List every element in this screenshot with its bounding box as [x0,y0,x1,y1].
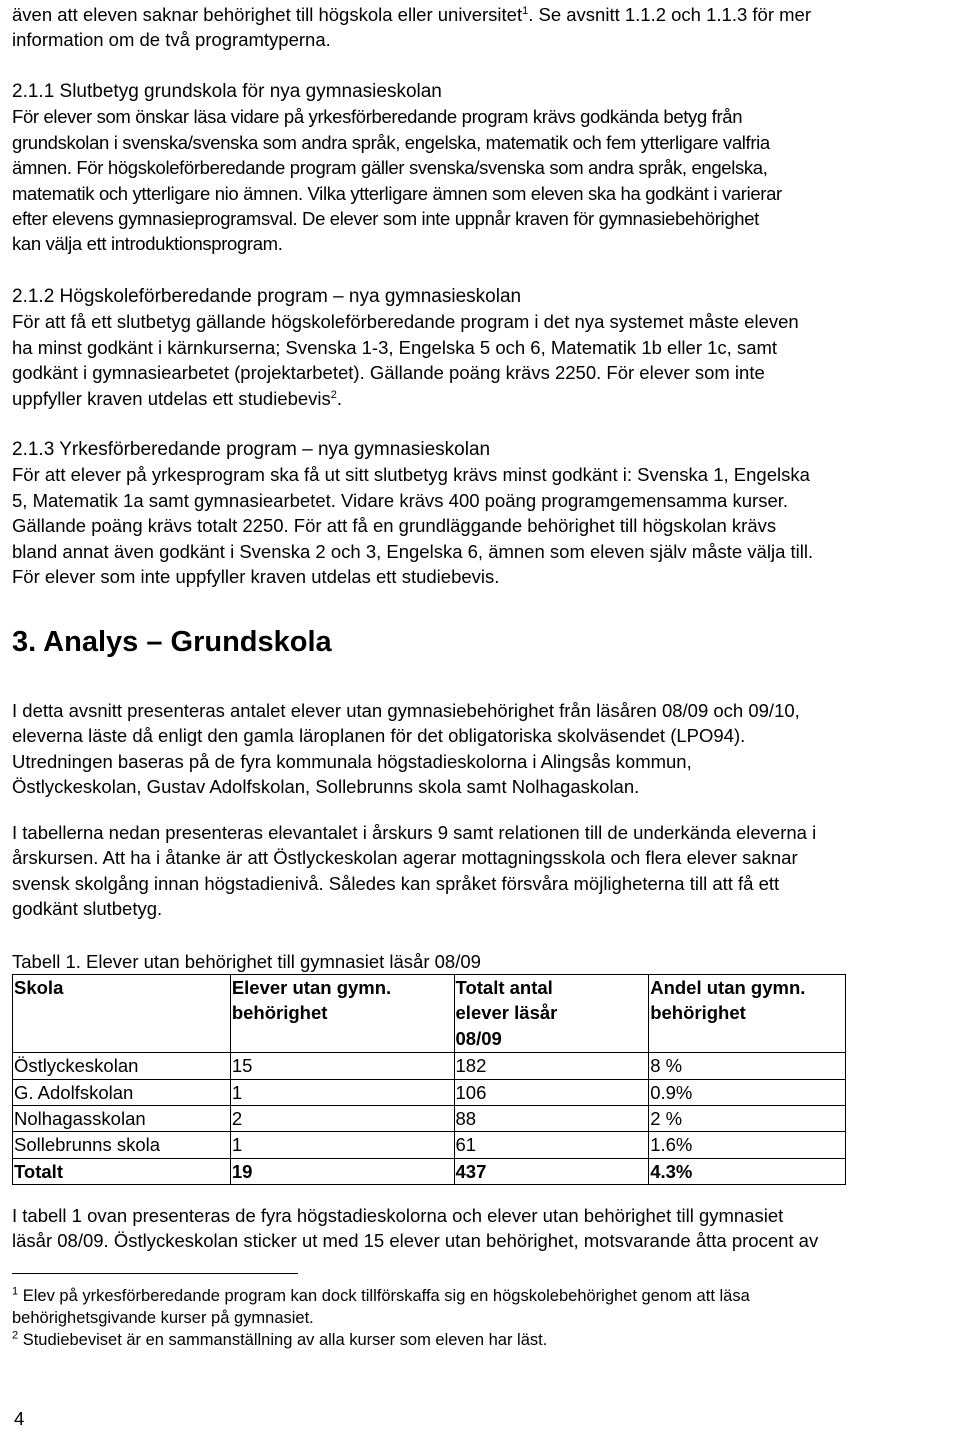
table-cell: 182 [454,1053,649,1079]
footnote-text: Studiebeviset är en sammanställning av alla kurser som eleven har läst. [22,1331,548,1349]
table-header-cell: Skola [13,975,231,1053]
table-header-row [13,975,846,1053]
section-2-1-3-line: 5, Matematik 1a samt gymnasiearbetet. Vidare krävs 400 poäng programgemensamma kurser. [12,489,789,511]
footnote-1 [12,1284,750,1308]
table-cell: 2 [230,1106,454,1132]
intro-line-2: information om de två programtyperna. [12,29,331,51]
paragraph-line: I tabellerna nedan presenteras elevantalet i årskurs 9 samt relationen till de underkända eleverna i [12,822,817,843]
footnote-1-continued: behörighetsgivande kurser på gymnasiet. [12,1309,314,1327]
section-2-1-1-line: efter elevens gymnasieprogramsval. De elever som inte uppnår kraven för gymnasiebehörighet [12,208,759,230]
table-header-cell: Elever utan gymn. behörighet [230,975,454,1053]
section-2-1-2-line: För att få ett slutbetyg gällande högskoleförberedande program i det nya systemet måste eleven [12,311,799,333]
section-3-paragraph-2 [12,820,816,922]
section-2-1-2-last-tail: . [336,387,343,409]
paragraph-line: eleverna läste då enligt den gamla läroplanen för det obligatoriska skolväsendet (LPO94). [12,725,746,747]
table-cell: 8 % [649,1053,846,1079]
table-cell: G. Adolfskolan [13,1079,231,1105]
table-cell: 0.9% [649,1079,846,1105]
paragraph-line: Östlyckeskolan, Gustav Adolfskolan, Sollebrunns skola samt Nolhagaskolan. [12,776,640,798]
footnote-text: Elev på yrkesförberedande program kan dock tillförskaffa sig en högskolebehörighet genom att läsa [22,1287,750,1305]
table-1 [12,974,846,1185]
section-2-1-1 [12,79,782,257]
table-cell: 1 [230,1079,454,1105]
paragraph-line: godkänt slutbetyg. [12,898,163,920]
table-row [13,1106,846,1132]
section-2-1-1-line: För elever som önskar läsa vidare på yrkesförberedande program krävs godkända betyg från [12,106,743,128]
section-2-1-1-line: matematik och ytterligare nio ämnen. Vilka ytterligare ämnen som eleven ska ha godkänt i varierar [12,182,782,204]
section-heading-3: 3. Analys – Grundskola [12,626,332,658]
table-row [13,1132,846,1158]
section-3 [12,625,332,659]
section-2-1-2-last-line: uppfyller kraven utdelas ett studiebevis [12,387,331,409]
table-cell: Nolhagasskolan [13,1106,231,1132]
paragraph-line: I tabell 1 ovan presenteras de fyra högstadieskolorna och elever utan behörighet till gymnasiet [12,1205,784,1226]
table-cell: 61 [454,1132,649,1158]
table-caption: Tabell 1. Elever utan behörighet till gymnasiet läsår 08/09 [12,951,481,972]
section-2-1-2 [12,284,799,411]
paragraph-line: läsår 08/09. Östlyckeskolan sticker ut med 15 elever utan behörighet, motsvarande åtta procent av [12,1230,819,1252]
page-number: 4 [14,1408,25,1429]
table-cell: Sollebrunns skola [13,1132,231,1158]
footnote-ref-2[interactable]: 2 [330,388,337,401]
table-total-row [13,1158,846,1184]
section-heading-2-1-2: 2.1.2 Högskoleförberedande program – nya gymnasieskolan [12,286,522,307]
intro-paragraph [12,2,811,53]
paragraph-line: svensk skolgång innan högstadienivå. Således kan språket försvåra möjligheterna till att få ett [12,872,780,894]
section-2-1-1-line: ämnen. För högskoleförberedande program gäller svenska/svenska som andra språk, engelska, [12,157,768,179]
footnote-2 [12,1328,750,1352]
table-header-cell: Andel utan gymn. behörighet [649,975,846,1053]
section-heading-2-1-3: 2.1.3 Yrkesförberedande program – nya gymnasieskolan [12,439,491,460]
table-header-cell: Totalt antal elever läsår 08/09 [454,975,649,1053]
table-cell: 437 [454,1158,649,1184]
section-2-1-2-line: godkänt i gymnasiearbetet (projektarbetet). Gällande poäng krävs 2250. För elever som inte [12,362,765,384]
paragraph-line: I detta avsnitt presenteras antalet elever utan gymnasiebehörighet från läsåren 08/09 och 09/10, [12,700,800,721]
section-heading-2-1-1: 2.1.1 Slutbetyg grundskola för nya gymnasieskolan [12,81,442,102]
footnote-ref-1[interactable]: 1 [522,4,529,17]
table-1-block [12,949,846,1185]
footnote-number: 2 [12,1329,19,1342]
table-row [13,1053,846,1079]
section-2-1-3-line: Gällande poäng krävs totalt 2250. För att få en grundläggande behörighet till högskolan krävs [12,515,777,537]
section-2-1-2-line: ha minst godkänt i kärnkurserna; Svenska 1-3, Engelska 5 och 6, Matematik 1b eller 1c, samt [12,336,778,358]
section-2-1-3-line: bland annat även godkänt i Svenska 2 och 3, Engelska 6, ämnen som eleven själv måste välja till. [12,540,814,562]
table-cell: 4.3% [649,1158,846,1184]
section-2-1-1-line: kan välja ett introduktionsprogram. [12,233,283,255]
paragraph-line: Utredningen baseras på de fyra kommunala högstadieskolorna i Alingsås kommun, [12,750,692,772]
table-cell: 15 [230,1053,454,1079]
footnote-number: 1 [12,1285,19,1298]
table-cell: 1.6% [649,1132,846,1158]
paragraph-line: årskursen. Att ha i åtanke är att Östlyckeskolan agerar mottagningsskola och flera elever saknar [12,847,798,869]
section-2-1-3-line: För att elever på yrkesprogram ska få ut sitt slutbetyg krävs minst godkänt i: Svenska 1, Engelska [12,464,810,486]
table-cell: Totalt [13,1158,231,1184]
table-cell: Östlyckeskolan [13,1053,231,1079]
section-3-paragraph-1 [12,698,800,800]
section-2-1-3-line: För elever som inte uppfyller kraven utdelas ett studiebevis. [12,566,500,588]
table-row [13,1079,846,1105]
section-2-1-3 [12,437,813,589]
intro-line-1-tail: . Se avsnitt 1.1.2 och 1.1.3 för mer [528,4,811,25]
intro-line-1: även att eleven saknar behörighet till högskola eller universitet [12,4,523,25]
section-2-1-1-line: grundskolan i svenska/svenska som andra språk, engelska, matematik och fem ytterligare valfria [12,131,770,153]
after-table-paragraph [12,1203,818,1254]
footnotes [12,1273,750,1352]
table-cell: 1 [230,1132,454,1158]
table-cell: 2 % [649,1106,846,1132]
table-cell: 106 [454,1079,649,1105]
table-cell: 19 [230,1158,454,1184]
table-cell: 88 [454,1106,649,1132]
